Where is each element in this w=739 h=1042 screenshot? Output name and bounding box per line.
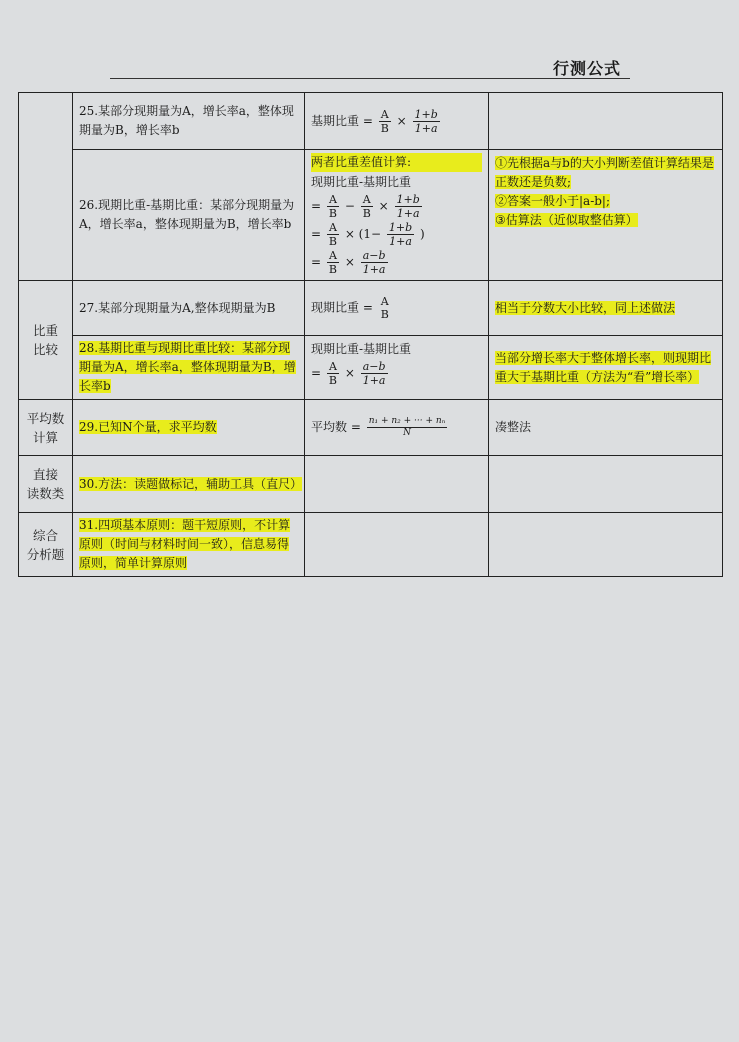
formula-cell	[305, 400, 489, 456]
equals-sign: =	[311, 227, 322, 241]
formula-line	[311, 360, 482, 387]
close-paren: )	[419, 227, 425, 241]
frac-num: A	[327, 193, 339, 207]
item-cell	[73, 336, 305, 400]
times-sign: ×	[396, 113, 407, 128]
item-text: 25.某部分现期量为A，增长率a，整体现期量为B，增长率b	[79, 104, 294, 137]
formula-line	[311, 249, 482, 276]
note-text: ①先根据a与b的大小判断差值计算结果是正数还是负数;	[495, 156, 714, 189]
frac-den: B	[328, 374, 337, 387]
fraction	[327, 249, 339, 276]
note-cell	[489, 456, 723, 513]
note-cell	[489, 93, 723, 150]
table-row	[19, 513, 723, 577]
category-cell: 比重 比较	[19, 281, 73, 400]
item-text: 30.方法：读题做标记，辅助工具（直尺）	[79, 476, 303, 491]
formula-label: 平均数 =	[311, 420, 361, 434]
frac-den: 1+a	[414, 121, 438, 135]
frac-num: 1+b	[396, 193, 420, 206]
formula-cell	[305, 281, 489, 336]
formula-table	[18, 92, 723, 577]
times-sign: ×	[344, 255, 355, 269]
frac-den: N	[403, 428, 411, 438]
page-title: 行测公式	[553, 59, 622, 78]
category-cell: 综合 分析题	[19, 513, 73, 577]
table-row	[19, 400, 723, 456]
table-row	[19, 336, 723, 400]
frac-num: a−b	[362, 360, 386, 373]
minus-sign: −	[344, 199, 355, 213]
formula-label: 基期比重 =	[311, 113, 373, 128]
item-cell	[73, 150, 305, 281]
item-cell	[73, 400, 305, 456]
formula-cell	[305, 150, 489, 281]
frac-den: B	[328, 207, 337, 220]
note-text: 凑整法	[495, 420, 532, 434]
frac-num: 1+b	[388, 221, 413, 234]
note-cell	[489, 336, 723, 400]
note-text: 相当于分数大小比较，同上述做法	[495, 300, 676, 315]
frac-num: A	[380, 295, 389, 308]
item-cell	[73, 93, 305, 150]
formula-label: 现期比重-基期比重	[311, 175, 412, 189]
equals-sign: =	[311, 255, 322, 269]
table-row	[19, 456, 723, 513]
frac-num: 1+b	[414, 107, 438, 121]
fraction	[379, 108, 391, 135]
note-text: ②答案一般小于|a-b|;	[495, 194, 611, 208]
frac-den: B	[380, 121, 389, 135]
title-underline	[110, 78, 630, 79]
formula-cell	[305, 336, 489, 400]
category-cell-empty	[19, 93, 73, 281]
note-text: ③估算法（近似取整估算）	[495, 213, 638, 227]
frac-num: A	[327, 249, 339, 263]
note-cell	[489, 150, 723, 281]
formula-line	[311, 193, 482, 220]
table-row	[19, 281, 723, 336]
fraction	[327, 221, 339, 248]
item-text: 29.已知N个量，求平均数	[79, 420, 217, 434]
fraction	[327, 193, 339, 220]
item-cell	[73, 456, 305, 513]
frac-den: 1+a	[396, 207, 420, 220]
equals-sign: =	[311, 366, 322, 380]
frac-den: 1+a	[389, 235, 412, 248]
fraction	[395, 193, 422, 220]
item-text: 26.现期比重-基期比重：某部分现期量为A，增长率a，整体现期量为B，增长率b	[79, 198, 295, 231]
note-cell	[489, 281, 723, 336]
formula-label: 现期比重-基期比重	[311, 342, 412, 356]
item-text: 28.基期比重与现期比重比较：某部分现期量为A，增长率a，整体现期量为B，增长率b	[79, 341, 296, 393]
frac-den: 1+a	[362, 263, 386, 276]
item-text: 27.某部分现期量为A,整体现期量为B	[79, 300, 276, 315]
times-sign: ×	[344, 366, 355, 380]
frac-num: A	[361, 193, 373, 207]
fraction	[413, 108, 440, 135]
frac-num: a−b	[362, 249, 386, 262]
times-sign: ×	[378, 199, 389, 213]
item-cell	[73, 281, 305, 336]
frac-den: B	[362, 207, 371, 220]
table-row	[19, 150, 723, 281]
frac-num: A	[379, 108, 391, 122]
fraction	[361, 360, 388, 387]
note-cell	[489, 400, 723, 456]
note-text: 当部分增长率大于整体增长率，则现期比重大于基期比重（方法为“看”增长率）	[495, 350, 712, 384]
frac-num: n₁ + n₂ + ··· + nₙ	[368, 416, 446, 426]
fraction	[361, 249, 388, 276]
fraction	[379, 295, 391, 321]
formula-cell	[305, 513, 489, 577]
frac-num: A	[327, 221, 339, 235]
item-text: 31.四项基本原则：题干短原则，不计算原则（时间与材料时间一致），信息易得原则，简单计算原则	[79, 518, 291, 570]
fraction	[327, 360, 339, 387]
formula-cell	[305, 456, 489, 513]
frac-den: B	[380, 308, 389, 321]
times-sign: × (1−	[344, 227, 382, 241]
formula-label: 现期比重 =	[311, 300, 373, 315]
category-cell: 平均数 计算	[19, 400, 73, 456]
formula-heading: 两者比重差值计算:	[311, 153, 482, 172]
formula-line	[311, 221, 482, 248]
note-cell	[489, 513, 723, 577]
equals-sign: =	[311, 199, 322, 213]
frac-den: B	[328, 235, 337, 248]
formula-cell	[305, 93, 489, 150]
fraction	[367, 416, 448, 439]
fraction	[361, 193, 373, 220]
frac-den: 1+a	[362, 374, 386, 387]
item-cell	[73, 513, 305, 577]
fraction	[387, 221, 414, 248]
category-cell: 直接 读数类	[19, 456, 73, 513]
table-row	[19, 93, 723, 150]
frac-den: B	[328, 263, 337, 276]
frac-num: A	[327, 360, 339, 374]
